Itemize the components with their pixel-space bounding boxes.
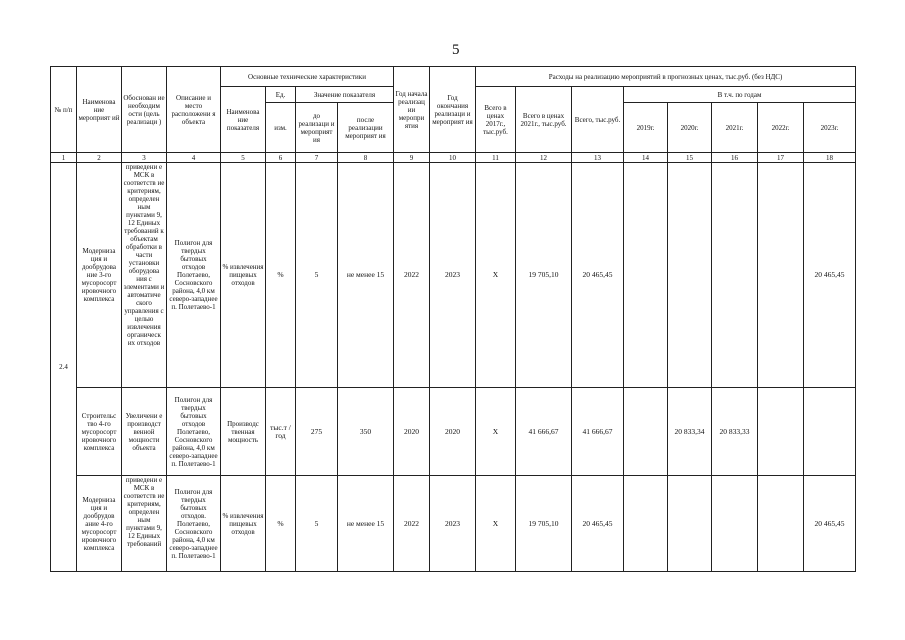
column-number: 13	[572, 153, 624, 163]
measure-description: Полигон для твердых бытовых отходов Полетаево, Сосновского района, 4,0 км северо-западнее п. Полетаево-1	[167, 388, 221, 476]
column-number: 18	[804, 153, 856, 163]
table-row	[51, 388, 856, 476]
group-number: 2.4	[51, 163, 77, 572]
indicator-name: % извлечения пищевых отходов	[221, 476, 266, 572]
value-before: 5	[296, 476, 338, 572]
year-2019-value	[624, 476, 668, 572]
total-price: 20 465,45	[572, 163, 624, 388]
column-numbers-row	[51, 153, 856, 163]
year-2021-value	[712, 163, 758, 388]
year-2020-value: 20 833,34	[668, 388, 712, 476]
value-after: не менее 15	[338, 476, 394, 572]
header-total-2021: Всего в ценах 2021г., тыс.руб.	[516, 87, 572, 153]
header-year-2019: 2019г.	[624, 103, 668, 153]
year-2022-value	[758, 388, 804, 476]
year-2023-value	[804, 388, 856, 476]
column-number: 8	[338, 153, 394, 163]
year-2020-value	[668, 163, 712, 388]
column-number: 3	[122, 153, 167, 163]
table-row	[51, 476, 856, 572]
header-description: Описание и место расположени я объекта	[167, 67, 221, 153]
column-number: 16	[712, 153, 758, 163]
column-number: 17	[758, 153, 804, 163]
header-value-after: после реализации мероприят ия	[338, 103, 394, 153]
header-tech-group: Основные технические характеристики	[221, 67, 394, 87]
header-justification: Обоснован ие необходим ости (цель реализаци )	[122, 67, 167, 153]
measure-description: Полигон для твердых бытовых отходов. Полетаево, Сосновского района, 4,0 км северо-западнее п. Полетаево-1	[167, 476, 221, 572]
header-year-2021: 2021г.	[712, 103, 758, 153]
total-price: 41 666,67	[572, 388, 624, 476]
header-value-before: до реализаци и мероприят ия	[296, 103, 338, 153]
header-total: Всего, тыс.руб.	[572, 87, 624, 153]
price-2017: Х	[476, 163, 516, 388]
year-2023-value: 20 465,45	[804, 476, 856, 572]
price-2017: Х	[476, 476, 516, 572]
measure-name: Модерниза ция и дообрудова ние 3-го мусоросорт ировочного комплекса	[77, 163, 122, 388]
header-name: Наименова ние мероприят ий	[77, 67, 122, 153]
column-number: 1	[51, 153, 77, 163]
column-number: 7	[296, 153, 338, 163]
indicator-unit: %	[266, 476, 296, 572]
header-by-years: В т.ч. по годам	[624, 87, 856, 103]
column-number: 11	[476, 153, 516, 163]
measure-justification: Увеличени е производст венной мощности объекта	[122, 388, 167, 476]
header-year-2022: 2022г.	[758, 103, 804, 153]
measure-justification: приведени е МСК в соответств ие критериям, определен ным пунктами 9, 12 Единых требований	[122, 476, 167, 572]
indicator-name: Производс твенная мощность	[221, 388, 266, 476]
column-number: 12	[516, 153, 572, 163]
year-end: 2023	[430, 476, 476, 572]
indicator-name: % извлечения пищевых отходов	[221, 163, 266, 388]
value-after: не менее 15	[338, 163, 394, 388]
page-number: 5	[452, 42, 460, 58]
year-2020-value	[668, 476, 712, 572]
indicator-unit: %	[266, 163, 296, 388]
value-before: 5	[296, 163, 338, 388]
value-after: 350	[338, 388, 394, 476]
measure-name: Модерниза ция и дообрудов ание 4-го мусоросорт ировочного комплекса	[77, 476, 122, 572]
header-year-2023: 2023г.	[804, 103, 856, 153]
column-number: 15	[668, 153, 712, 163]
header-unit: Ед.	[266, 87, 296, 103]
indicator-unit: тыс.т / год	[266, 388, 296, 476]
header-unit-sub: изм.	[266, 103, 296, 153]
year-2021-value	[712, 476, 758, 572]
table-row	[51, 163, 856, 388]
price-2021: 41 666,67	[516, 388, 572, 476]
year-2021-value: 20 833,33	[712, 388, 758, 476]
year-2019-value	[624, 388, 668, 476]
price-2021: 19 705,10	[516, 476, 572, 572]
column-number: 9	[394, 153, 430, 163]
year-2019-value	[624, 163, 668, 388]
value-before: 275	[296, 388, 338, 476]
price-2017: Х	[476, 388, 516, 476]
measure-description: Полигон для твердых бытовых отходов Полетаево, Сосновского района, 4,0 км северо-западнее п. Полетаево-1	[167, 163, 221, 388]
year-2022-value	[758, 476, 804, 572]
measures-table	[50, 66, 856, 572]
year-2023-value: 20 465,45	[804, 163, 856, 388]
year-2022-value	[758, 163, 804, 388]
column-number: 10	[430, 153, 476, 163]
column-number: 2	[77, 153, 122, 163]
header-no: № п/п	[51, 67, 77, 153]
year-start: 2020	[394, 388, 430, 476]
total-price: 20 465,45	[572, 476, 624, 572]
column-number: 6	[266, 153, 296, 163]
header-expenses-group: Расходы на реализацию мероприятий в прогнозных ценах, тыс.руб. (без НДС)	[476, 67, 856, 87]
price-2021: 19 705,10	[516, 163, 572, 388]
header-year-2020: 2020г.	[668, 103, 712, 153]
header-tech-name: Наименова ние показателя	[221, 87, 266, 153]
year-end: 2023	[430, 163, 476, 388]
year-start: 2022	[394, 476, 430, 572]
measure-justification: приведени е МСК в соответств ие критериям, определен ным пунктами 9, 12 Единых требований к объектам обработки в части установки оборудова ния с элементами и автоматиче ского управления с целью извлечения органическ их отходов	[122, 163, 167, 388]
header-year-end: Год окончания реализаци и мероприят ия	[430, 67, 476, 153]
header-value-group: Значение показателя	[296, 87, 394, 103]
year-end: 2020	[430, 388, 476, 476]
year-start: 2022	[394, 163, 430, 388]
column-number: 4	[167, 153, 221, 163]
measure-name: Строительс тво 4-го мусоросорт ировочного комплекса	[77, 388, 122, 476]
column-number: 5	[221, 153, 266, 163]
header-year-start: Год начала реализац ии меропри ятия	[394, 67, 430, 153]
column-number: 14	[624, 153, 668, 163]
header-total-2017: Всего в ценах 2017г., тыс.руб.	[476, 87, 516, 153]
